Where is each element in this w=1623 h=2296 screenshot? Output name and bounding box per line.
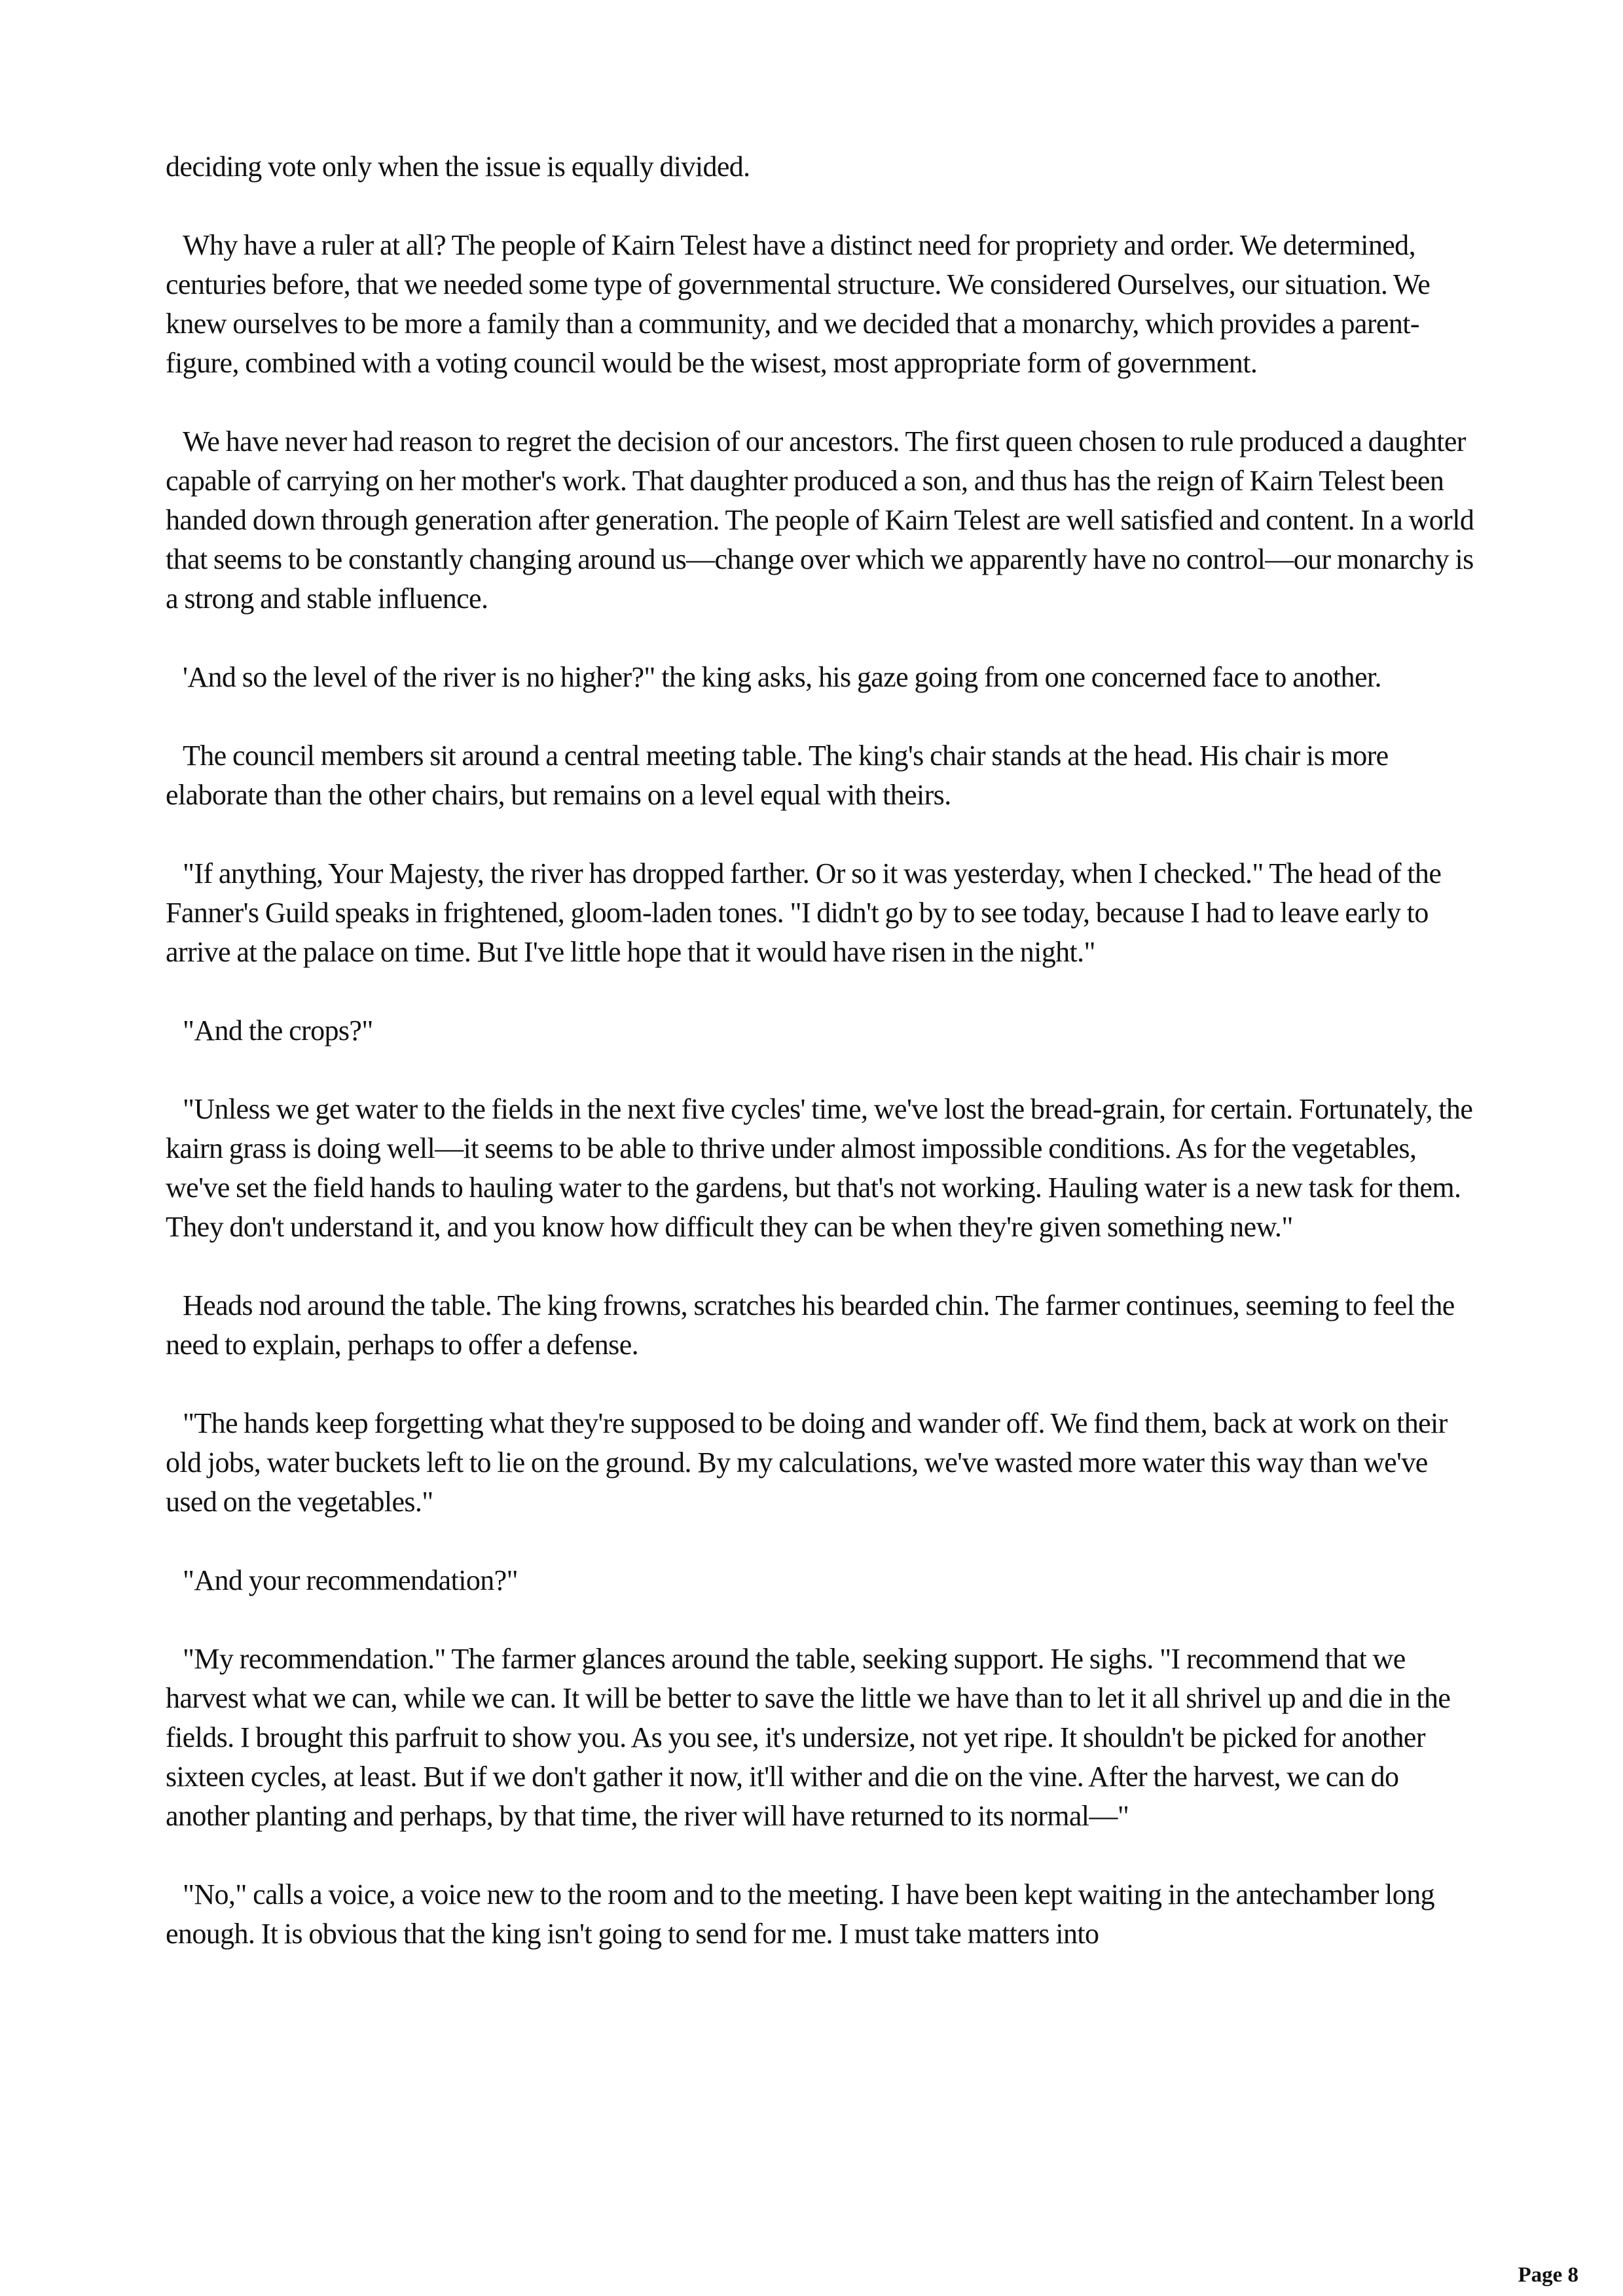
paragraph-12: "My recommendation." The farmer glances around the table, seeking support. He sighs. "I recommend that we harvest what we can, while we can. It will be better to save the little we have than to let it all shrivel up and die in the fields. I brought this parfruit to show you. As you see, it's undersize, not yet ripe. It shouldn't be picked for another sixteen cycles, at least. But if we don't gather it now, it'll wither and die on the vine. After the harvest, we can do another planting and perhaps, by that time, the river will have returned to its normal—"	[166, 1643, 1451, 1832]
paragraph-6: "If anything, Your Majesty, the river has dropped farther. Or so it was yesterday, when I checked." The head of the Fanner's Guild speaks in frightened, gloom-laden tones. "I didn't go by to see today, because I had to leave early to arrive at the palace on time. But I've little hope that it would have risen in the night."	[166, 857, 1442, 968]
body-text	[166, 147, 1482, 1954]
paragraph-5: The council members sit around a central meeting table. The king's chair stands at the head. His chair is more elaborate than the other chairs, but remains on a level equal with theirs.	[166, 740, 1389, 811]
paragraph-3: We have never had reason to regret the decision of our ancestors. The first queen chosen to rule produced a daughter capable of carrying on her mother's work. That daughter produced a son, and thus has the reign of Kairn Telest been handed down through generation after generation. The people of Kairn Telest are well satisfied and content. In a world that seems to be constantly changing around us—change over which we apparently have no control—our monarchy is a strong and stable influence.	[166, 425, 1474, 615]
paragraph-11: "And your recommendation?"	[183, 1564, 518, 1596]
page-number: Page 8	[1518, 2263, 1578, 2287]
paragraph-13: "No," calls a voice, a voice new to the room and to the meeting. I have been kept waiting in the antechamber long enough. It is obvious that the king isn't going to send for me. I must take matters into	[166, 1878, 1435, 1950]
paragraph-7: "And the crops?"	[183, 1014, 373, 1047]
paragraph-4: 'And so the level of the river is no higher?" the king asks, his gaze going from one concerned face to another.	[183, 661, 1381, 693]
paragraph-10: "The hands keep forgetting what they're supposed to be doing and wander off. We find them, back at work on their old jobs, water buckets left to lie on the ground. By my calculations, we've wasted more water this way than we've used on the vegetables."	[166, 1407, 1448, 1518]
paragraph-9: Heads nod around the table. The king frowns, scratches his bearded chin. The farmer continues, seeming to feel the need to explain, perhaps to offer a defense.	[166, 1289, 1455, 1361]
paragraph-1: deciding vote only when the issue is equally divided.	[166, 151, 750, 183]
paragraph-8: "Unless we get water to the fields in the next five cycles' time, we've lost the bread-grain, for certain. Fortunately, the kairn grass is doing well—it seems to be able to thrive under almost impossible conditions. As for the vegetables, we've set the field hands to hauling water to the gardens, but that's not working. Hauling water is a new task for them. They don't understand it, and you know how difficult they can be when they're given something new."	[166, 1093, 1473, 1243]
paragraph-2: Why have a ruler at all? The people of Kairn Telest have a distinct need for propriety and order. We determined, centuries before, that we needed some type of governmental structure. We considered Ourselves, our situation. We knew ourselves to be more a family than a community, and we decided that a monarchy, which provides a parent-figure, combined with a voting council would be the wisest, most appropriate form of government.	[166, 229, 1431, 379]
